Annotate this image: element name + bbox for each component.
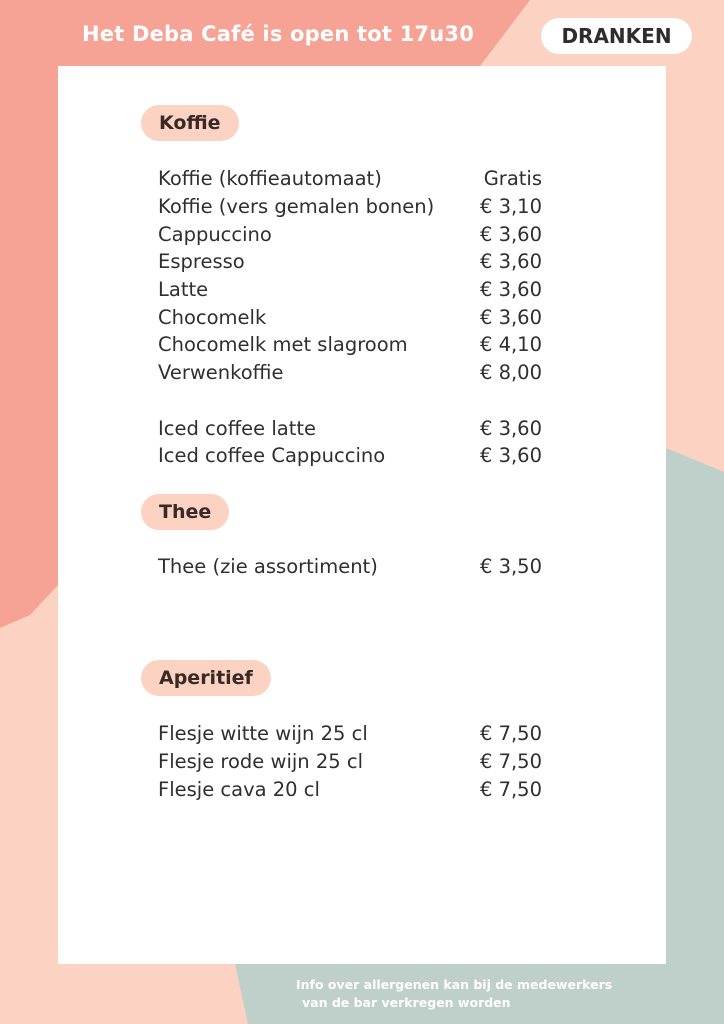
koffie-list: [158, 165, 542, 470]
menu-item: Cappuccino € 3,60: [158, 222, 542, 246]
thee-list: [158, 553, 542, 581]
menu-item: Flesje witte wijn 25 cl € 7,50: [158, 722, 542, 746]
dranken-badge-label: DRANKEN: [561, 24, 672, 48]
section-label-aperitief: Aperitief: [141, 660, 271, 696]
menu-item: Flesje cava 20 cl € 7,50: [158, 777, 542, 801]
allergen-note-line-2: van de bar verkregen worden: [302, 995, 511, 1010]
menu-item: Verwenkoffie € 8,00: [158, 361, 542, 385]
menu-item: Koffie (koffieautomaat) Gratis: [158, 167, 542, 191]
menu-item: Iced coffee Cappuccino € 3,60: [158, 444, 542, 468]
menu-item: Flesje rode wijn 25 cl € 7,50: [158, 750, 542, 774]
menu-item: Iced coffee latte € 3,60: [158, 416, 542, 440]
menu-card: [58, 66, 666, 964]
aperitief-list: [158, 720, 542, 803]
allergen-note-line-1: Info over allergenen kan bij de medewerkers: [296, 977, 613, 992]
menu-item: Chocomelk met slagroom € 4,10: [158, 333, 542, 357]
dranken-badge: [541, 18, 692, 54]
menu-item: Latte € 3,60: [158, 278, 542, 302]
section-label-thee: Thee: [141, 494, 229, 530]
header-title: Het Deba Café is open tot 17u30: [82, 22, 475, 46]
allergen-note: [296, 976, 656, 1012]
section-label-koffie: Koffie: [141, 105, 239, 141]
menu-item: Espresso € 3,60: [158, 250, 542, 274]
menu-item: Thee (zie assortiment) € 3,50: [158, 555, 542, 579]
spacer: [158, 387, 542, 415]
menu-item: Koffie (vers gemalen bonen) € 3,10: [158, 195, 542, 219]
menu-item: Chocomelk € 3,60: [158, 305, 542, 329]
